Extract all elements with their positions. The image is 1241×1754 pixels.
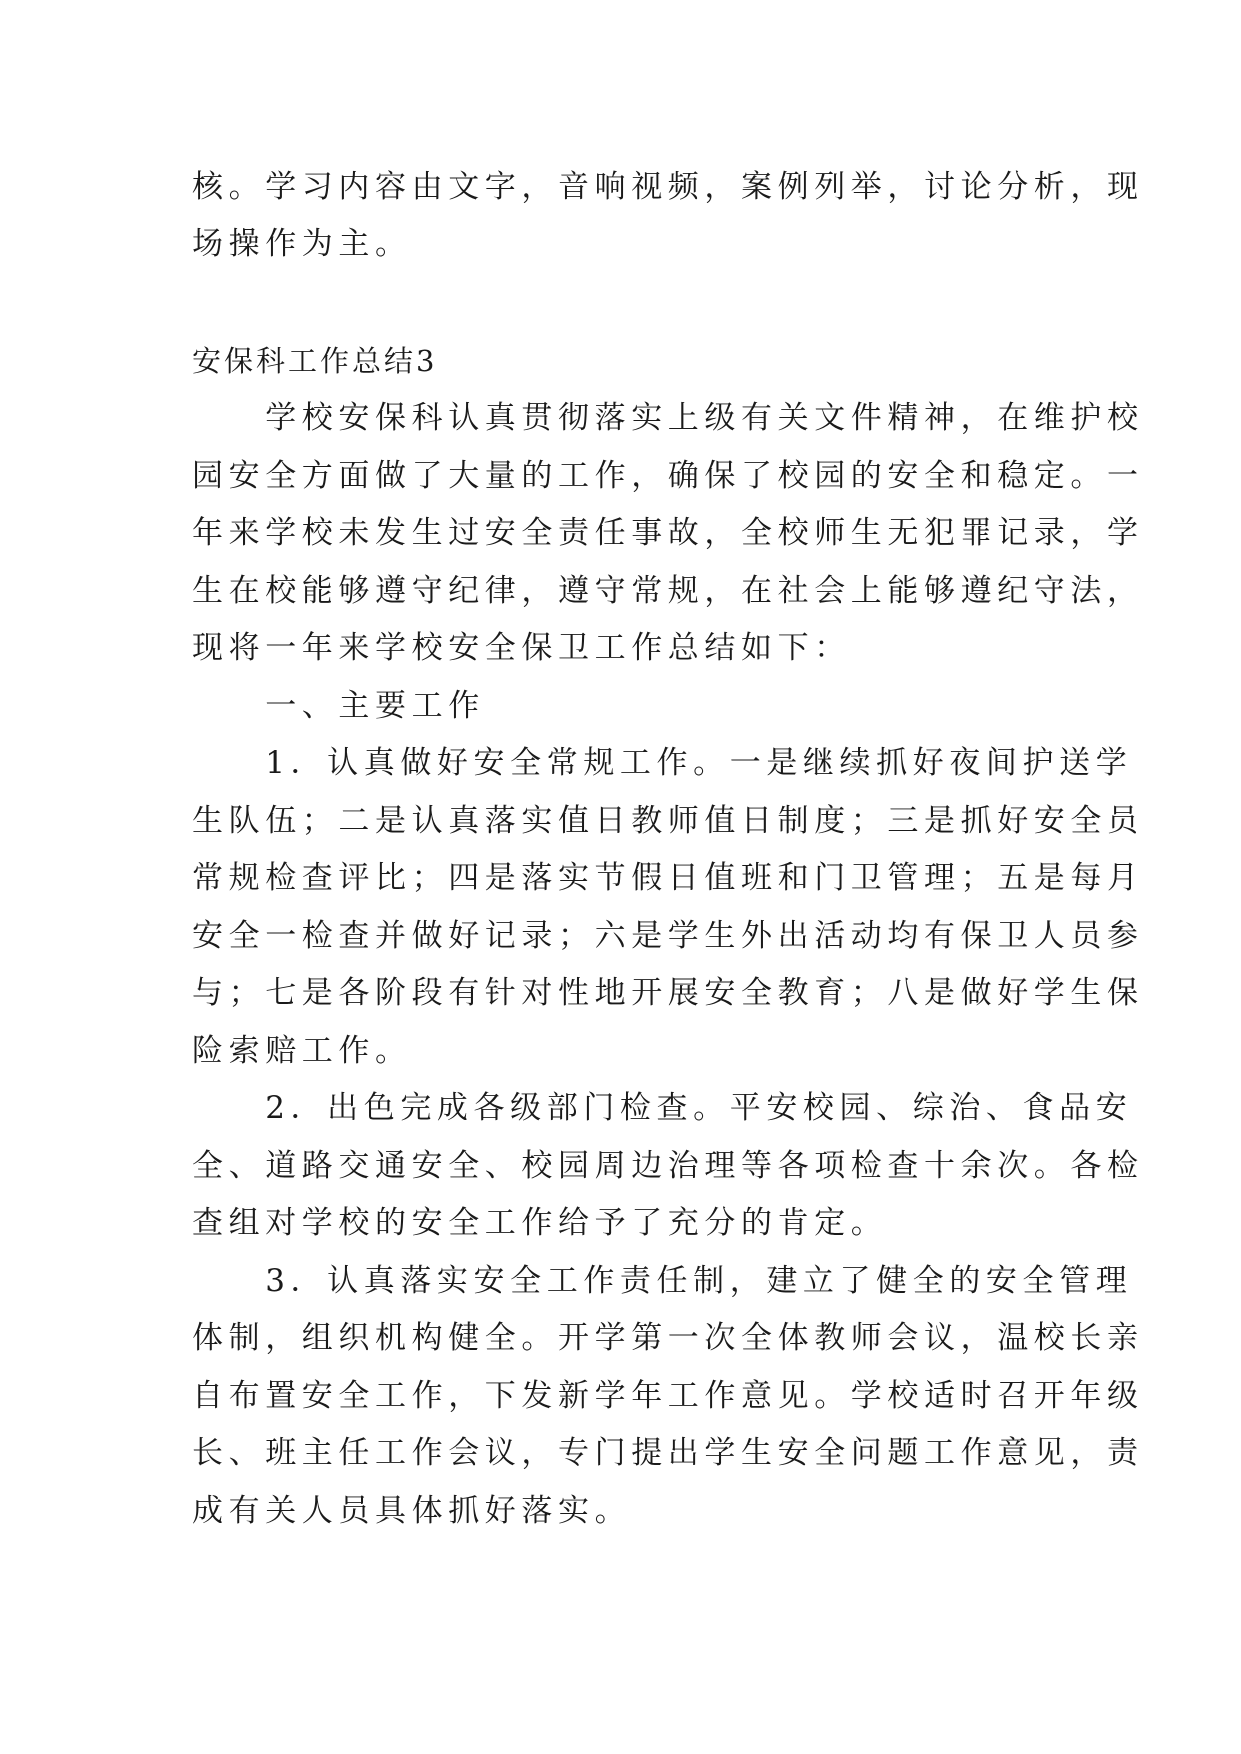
text-line: 查组对学校的安全工作给予了充分的肯定。 bbox=[192, 1205, 888, 1241]
text-line: 自布置安全工作，下发新学年工作意见。学校适时召开年级 bbox=[192, 1378, 1144, 1414]
text-line: 现将一年来学校安全保卫工作总结如下： bbox=[192, 630, 851, 666]
text-line: 安全一检查并做好记录；六是学生外出活动均有保卫人员参 bbox=[192, 918, 1144, 954]
text-line: 成有关人员具体抓好落实。 bbox=[192, 1493, 632, 1529]
subheading: 一、主要工作 bbox=[192, 688, 485, 724]
text-line: 全、道路交通安全、校园周边治理等各项检查十余次。各检 bbox=[192, 1148, 1144, 1184]
text-line: 核。学习内容由文字，音响视频，案例列举，讨论分析，现 bbox=[192, 169, 1144, 205]
text-line: 常规检查评比；四是落实节假日值班和门卫管理；五是每月 bbox=[192, 860, 1144, 896]
section-heading: 安保科工作总结3 bbox=[192, 344, 438, 378]
text-line: 长、班主任工作会议，专门提出学生安全问题工作意见，责 bbox=[192, 1435, 1144, 1471]
text-line: 1．认真做好安全常规工作。一是继续抓好夜间护送学 bbox=[192, 745, 1133, 781]
text-line: 学校安保科认真贯彻落实上级有关文件精神，在维护校 bbox=[192, 400, 1144, 436]
text-line: 3．认真落实安全工作责任制，建立了健全的安全管理 bbox=[192, 1263, 1133, 1299]
text-line: 场操作为主。 bbox=[192, 226, 412, 262]
text-line: 与；七是各阶段有针对性地开展安全教育；八是做好学生保 bbox=[192, 975, 1144, 1011]
text-line: 生队伍；二是认真落实值日教师值日制度；三是抓好安全员 bbox=[192, 803, 1144, 839]
text-line: 险索赔工作。 bbox=[192, 1033, 412, 1069]
text-line: 体制，组织机构健全。开学第一次全体教师会议，温校长亲 bbox=[192, 1320, 1144, 1356]
text-line: 园安全方面做了大量的工作，确保了校园的安全和稳定。一 bbox=[192, 458, 1144, 494]
text-line: 年来学校未发生过安全责任事故，全校师生无犯罪记录，学 bbox=[192, 515, 1144, 551]
text-line: 2．出色完成各级部门检查。平安校园、综治、食品安 bbox=[192, 1090, 1133, 1126]
text-line: 生在校能够遵守纪律，遵守常规，在社会上能够遵纪守法， bbox=[192, 573, 1144, 609]
